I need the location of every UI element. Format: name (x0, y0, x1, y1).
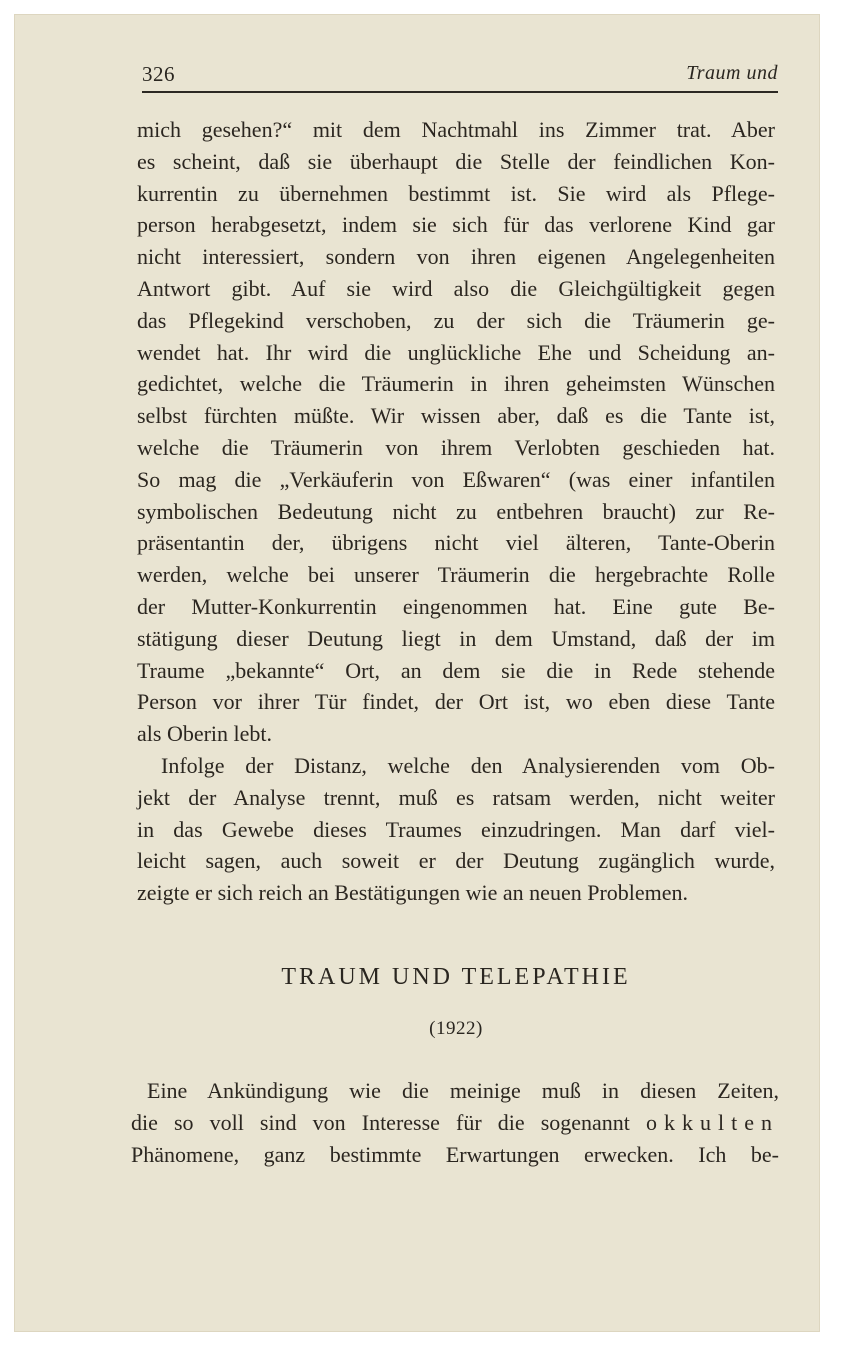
text-line: das Pflegekind verschoben, zu der sich die Träumerin ge- (137, 307, 775, 333)
section-title: TRAUM UND TELEPATHIE (281, 964, 631, 990)
paragraph-3 (131, 1075, 779, 1170)
text-line (131, 1107, 779, 1139)
text-line: präsentantin der, übrigens nicht viel älteren, Tante-Oberin (137, 530, 775, 556)
text-line: symbolischen Bedeutung nicht zu entbehren braucht) zur Re- (137, 498, 775, 524)
text-line: stätigung dieser Deutung liegt in dem Umstand, daß der im (137, 625, 775, 651)
text-line: person herabgesetzt, indem sie sich für das verlorene Kind gar (137, 212, 775, 238)
text-line: Phänomene, ganz bestimmte Erwartungen erwecken. Ich be- (131, 1141, 779, 1167)
text-line: Antwort gibt. Auf sie wird also die Gleichgültigkeit gegen (137, 275, 775, 301)
text-line: welche die Träumerin von ihrem Verlobten geschieden hat. (137, 434, 775, 460)
paragraph-1 (137, 114, 775, 750)
text-line: der Mutter-Konkurrentin eingenommen hat. Eine gute Be- (137, 593, 775, 619)
text-line: in das Gewebe dieses Traumes einzudringen. Man darf viel- (137, 816, 775, 842)
running-head: Traum und (686, 62, 778, 84)
text-line: als Oberin lebt. (137, 721, 273, 747)
text-line: Person vor ihrer Tür findet, der Ort ist, wo eben diese Tante (137, 689, 775, 715)
text-line: es scheint, daß sie überhaupt die Stelle der feindlichen Kon- (137, 148, 775, 174)
section-year: (1922) (429, 1018, 483, 1039)
text-line: So mag die „Verkäuferin von Eßwaren“ (was einer infantilen (137, 466, 775, 492)
text-line: wendet hat. Ihr wird die unglückliche Ehe und Scheidung an- (137, 339, 775, 365)
text-line: mich gesehen?“ mit dem Nachtmahl ins Zimmer trat. Aber (137, 117, 775, 142)
text-line: selbst fürchten müßte. Wir wissen aber, daß es die Tante ist, (137, 403, 775, 429)
text-line: Eine Ankündigung wie die meinige muß in diesen Zeiten, (147, 1078, 779, 1103)
header-rule (142, 91, 778, 93)
emphasized-word: okkulten (646, 1109, 779, 1135)
text-line: zeigte er sich reich an Bestätigungen wie an neuen Problemen. (137, 880, 689, 906)
body-text (137, 114, 775, 909)
text-line: kurrentin zu übernehmen bestimmt ist. Sie wird als Pflege- (137, 180, 775, 206)
page-header (142, 62, 778, 86)
text-line: gedichtet, welche die Träumerin in ihren geheimsten Wünschen (137, 371, 775, 397)
text-line: Traume „bekannte“ Ort, an dem sie die in Rede stehende (137, 657, 775, 683)
page-number: 326 (142, 62, 175, 86)
text-line: werden, welche bei unserer Träumerin die hergebrachte Rolle (137, 562, 775, 588)
text-line: leicht sagen, auch soweit er der Deutung zugänglich wurde, (137, 848, 775, 874)
text-span: die so voll sind von Interesse für die sogenannt (131, 1109, 630, 1135)
text-line: nicht interessiert, sondern von ihren eigenen Angelegenheiten (137, 244, 775, 270)
paragraph-2 (137, 750, 775, 909)
text-line: jekt der Analyse trennt, muß es ratsam werden, nicht weiter (137, 784, 775, 810)
text-line: Infolge der Distanz, welche den Analysierenden vom Ob- (161, 752, 775, 778)
